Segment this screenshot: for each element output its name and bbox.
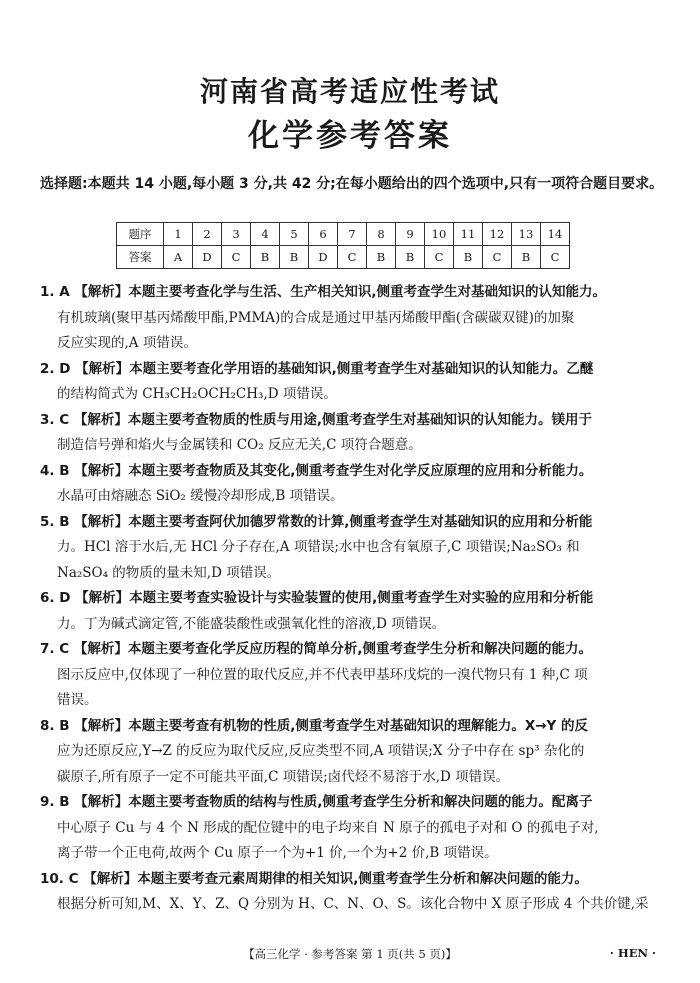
explanation-item [40, 790, 670, 867]
answer-cell: D [193, 246, 222, 269]
question-number-cell: 1 [164, 223, 193, 246]
page-footer: 【高三化学 · 参考答案 第 1 页(共 5 页)】 [243, 947, 457, 961]
question-number-cell: 10 [425, 223, 454, 246]
answer-cell: C [338, 246, 367, 269]
explanation-item [40, 459, 670, 510]
question-number-cell: 6 [309, 223, 338, 246]
explanation-lead: 10. C 【解析】本题主要考查元素周期律的相关知识,侧重考查学生分析和解决问题的能力。 [40, 870, 588, 887]
question-number-cell: 4 [251, 223, 280, 246]
answer-cell: D [309, 246, 338, 269]
answer-cell: C [541, 246, 570, 269]
explanation-lead: 8. B 【解析】本题主要考查有机物的性质,侧重考查学生对基础知识的理解能力。X→Y 的反 [40, 717, 589, 734]
explanation-item [40, 280, 670, 357]
explanation-lead: 2. D 【解析】本题主要考查化学用语的基础知识,侧重考查学生对基础知识的认知能力。乙醚 [40, 360, 594, 377]
answer-header: 答案 [117, 246, 164, 269]
footer-code: · HEN · [609, 946, 656, 960]
explanation-line: 碳原子,所有原子一定不可能共平面,C 项错误;卤代烃不易溶于水,D 项错误。 [57, 768, 510, 785]
explanation-line: 反应实现的,A 项错误。 [57, 335, 197, 351]
explanation-lead: 6. D 【解析】本题主要考查实验设计与实验装置的使用,侧重考查学生对实验的应用和分析能 [40, 590, 594, 606]
answer-cell: B [251, 246, 280, 269]
explanation-item [40, 586, 670, 637]
explanation-lead: 1. A 【解析】本题主要考查化学与生活、生产相关知识,侧重考查学生对基础知识的认知能力。 [40, 284, 606, 300]
answer-cell: C [425, 246, 454, 269]
answer-row [117, 246, 570, 269]
explanation-lead: 9. B 【解析】本题主要考查物质的结构与性质,侧重考查学生分析和解决问题的能力。配离子 [40, 794, 593, 810]
explanation-item [40, 510, 670, 587]
answer-cell: A [164, 246, 193, 269]
explanation-line: 根据分析可知,M、X、Y、Z、Q 分别为 H、C、N、O、S。该化合物中 X 原子形成 4 个共价键,采 [57, 896, 649, 912]
exam-title: 河南省高考适应性考试 [199, 75, 500, 108]
explanation-item [40, 867, 670, 918]
answer-cell: B [512, 246, 541, 269]
explanation-lead: 3. C 【解析】本题主要考查物质的性质与用途,侧重考查学生对基础知识的认知能力。镁用于 [40, 411, 592, 428]
explanation-line: 中心原子 Cu 与 4 个 N 形成的配位键中的电子均来自 N 原子的孤电子对和 O 的孤电子对, [57, 819, 599, 836]
explanation-item [40, 637, 670, 714]
explanation-line: 有机玻璃(聚甲基丙烯酸甲酯,PMMA)的合成是通过甲基丙烯酸甲酯(含碳碳双键)的加聚 [57, 309, 575, 326]
question-number-cell: 2 [193, 223, 222, 246]
explanation-lead: 5. B 【解析】本题主要考查阿伏加德罗常数的计算,侧重考查学生对基础知识的应用和分析能 [40, 513, 593, 530]
answer-cell: C [483, 246, 512, 269]
explanation-line: 错误。 [57, 692, 98, 708]
question-number-cell: 7 [338, 223, 367, 246]
explanation-line: 制造信号弹和焰火与金属镁和 CO₂ 反应无关,C 项符合题意。 [57, 437, 422, 453]
question-number-cell: 11 [454, 223, 483, 246]
explanation-line: 的结构简式为 CH₃CH₂OCH₂CH₃,D 项错误。 [57, 386, 337, 402]
explanation-line: 图示反应中,仅体现了一种位置的取代反应,并不代表甲基环戊烷的一溴代物只有 1 种,C 项 [57, 666, 588, 683]
explanation-item [40, 357, 670, 408]
explanation-line: 离子带一个正电荷,故两个 Cu 原子一个为+1 价,一个为+2 价,B 项错误。 [57, 845, 498, 861]
answer-cell: B [454, 246, 483, 269]
explanation-line: Na₂SO₄ 的物质的量未知,D 项错误。 [57, 564, 281, 581]
answer-cell: B [367, 246, 396, 269]
question-number-cell: 12 [483, 223, 512, 246]
question-number-cell: 14 [541, 223, 570, 246]
answer-cell: B [280, 246, 309, 269]
explanation-item [40, 714, 670, 791]
explanations-list [40, 280, 670, 918]
answer-table [116, 222, 570, 269]
explanation-line: 水晶可由熔融态 SiO₂ 缓慢冷却形成,B 项错误。 [57, 488, 344, 504]
answer-cell: C [222, 246, 251, 269]
explanation-lead: 4. B 【解析】本题主要考查物质及其变化,侧重考查学生对化学反应原理的应用和分析能力。 [40, 462, 593, 479]
document-title: 化学参考答案 [248, 118, 452, 154]
explanation-item [40, 408, 670, 459]
question-number-cell: 5 [280, 223, 309, 246]
explanation-lead: 7. C 【解析】本题主要考查化学反应历程的简单分析,侧重考查学生分析和解决问题的能力。 [40, 641, 592, 657]
explanation-line: 力。丁为碱式滴定管,不能盛装酸性或强氧化性的溶液,D 项错误。 [57, 615, 446, 632]
question-number-header: 题序 [117, 223, 164, 246]
explanation-line: 力。HCl 溶于水后,无 HCl 分子存在,A 项错误;水中也含有氧原子,C 项错误;Na₂SO₃ 和 [57, 539, 580, 555]
section-intro: 选择题:本题共 14 小题,每小题 3 分,共 42 分;在每小题给出的四个选项中,只有一项符合题目要求。 [40, 176, 664, 192]
question-number-cell: 8 [367, 223, 396, 246]
answer-cell: B [396, 246, 425, 269]
question-number-cell: 13 [512, 223, 541, 246]
question-number-row [117, 223, 570, 246]
question-number-cell: 9 [396, 223, 425, 246]
explanation-line: 应为还原反应,Y→Z 的反应为取代反应,反应类型不同,A 项错误;X 分子中存在 sp³ 杂化的 [57, 743, 585, 759]
question-number-cell: 3 [222, 223, 251, 246]
